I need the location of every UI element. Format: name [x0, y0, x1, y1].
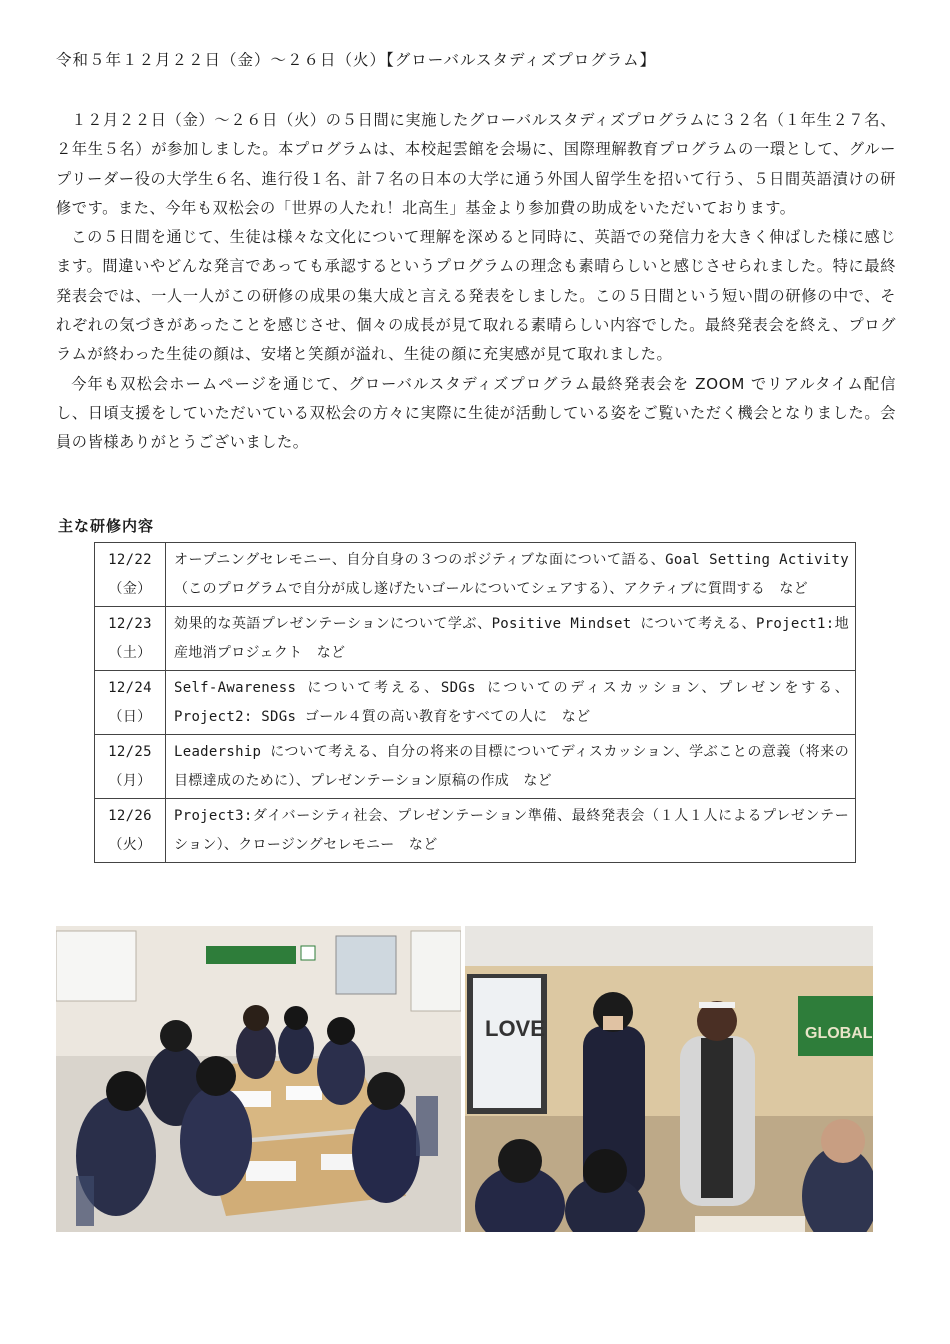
paragraph-2: この５日間を通じて、生徒は様々な文化について理解を深めると同時に、英語での発信力を大きく伸ばした様に感じます。間違いやどんな発言であっても承認するというプログラムの理念も素晴らしいと感じさせられました。特に最終発表会では、一人一人がこの研修の成果の集大成と言える発表をしました。この５日間という短い間の研修の中で、それぞれの気づきがあったことを感じさせ、個々の成長が見て取れる素晴らしい内容でした。最終発表会を終え、プログラムが終わった生徒の顔は、安堵と笑顔が溢れ、生徒の顔に充実感が見て取れました。 — [56, 228, 896, 364]
date-cell — [95, 799, 166, 863]
table-row — [95, 607, 856, 671]
schedule-table — [94, 542, 856, 863]
content-cell: Self-Awareness について考える、SDGs についてのディスカッション、プレゼンをする、Project2: SDGs ゴール４質の高い教育をすべての人に など — [166, 671, 856, 735]
date-text: 12/24 — [108, 680, 152, 696]
date-text: 12/23 — [108, 616, 152, 632]
body-text — [56, 106, 896, 458]
presentation-photo-image — [465, 926, 873, 1232]
date-text: 12/22 — [108, 552, 152, 568]
date-cell — [95, 735, 166, 799]
paragraph-3: 今年も双松会ホームページを通じて、グローバルスタディズプログラム最終発表会を ZOOM でリアルタイム配信し、日頃支援をしていただいている双松会の方々に実際に生徒が活動している姿をご覧いただく機会となりました。会員の皆様ありがとうございました。 — [56, 374, 896, 452]
date-text: 12/26 — [108, 808, 152, 824]
day-text: （日） — [108, 708, 152, 725]
date-text: 12/25 — [108, 744, 152, 760]
paragraph-1: １２月２２日（金）～２６日（火）の５日間に実施したグローバルスタディズプログラムに３２名（１年生２７名、２年生５名）が参加しました。本プログラムは、本校起雲館を会場に、国際理解教育プログラムの一環として、グループリーダー役の大学生６名、進行役１名、計７名の日本の大学に通う外国人留学生を招いて行う、５日間英語漬けの研修です。また、今年も双松会の「世界の人たれ！北高生」基金より参加費の助成をいただいております。 — [56, 111, 896, 217]
date-cell — [95, 607, 166, 671]
page-heading: 令和５年１２月２２日（金）～２６日（火）【グローバルスタディズプログラム】 — [56, 51, 657, 69]
screen-text: LOVE — [485, 1016, 545, 1041]
banner-text: GLOBAL — [805, 1025, 873, 1042]
table-row — [95, 799, 856, 863]
table-row — [95, 735, 856, 799]
day-text: （金） — [108, 580, 152, 597]
day-text: （月） — [108, 772, 152, 789]
date-cell — [95, 543, 166, 607]
content-cell: Project3:ダイバーシティ社会、プレゼンテーション準備、最終発表会（１人１人によるプレゼンテーション）、クロージングセレモニー など — [166, 799, 856, 863]
table-row — [95, 671, 856, 735]
table-row — [95, 543, 856, 607]
date-cell — [95, 671, 166, 735]
content-cell: Leadership について考える、自分の将来の目標についてディスカッション、学ぶことの意義（将来の目標達成のために）、プレゼンテーション原稿の作成 など — [166, 735, 856, 799]
presentation-photo — [465, 926, 873, 1232]
classroom-photo — [56, 926, 461, 1232]
day-text: （土） — [108, 644, 152, 661]
day-text: （火） — [108, 836, 152, 853]
content-cell: オープニングセレモニー、自分自身の３つのポジティブな面について語る、Goal Setting Activity（このプログラムで自分が成し遂げたいゴールについてシェアする）、アクティブに質問する など — [166, 543, 856, 607]
section-label: 主な研修内容 — [58, 517, 155, 535]
content-cell: 効果的な英語プレゼンテーションについて学ぶ、Positive Mindset について考える、Project1:地産地消プロジェクト など — [166, 607, 856, 671]
classroom-photo-image — [56, 926, 461, 1232]
